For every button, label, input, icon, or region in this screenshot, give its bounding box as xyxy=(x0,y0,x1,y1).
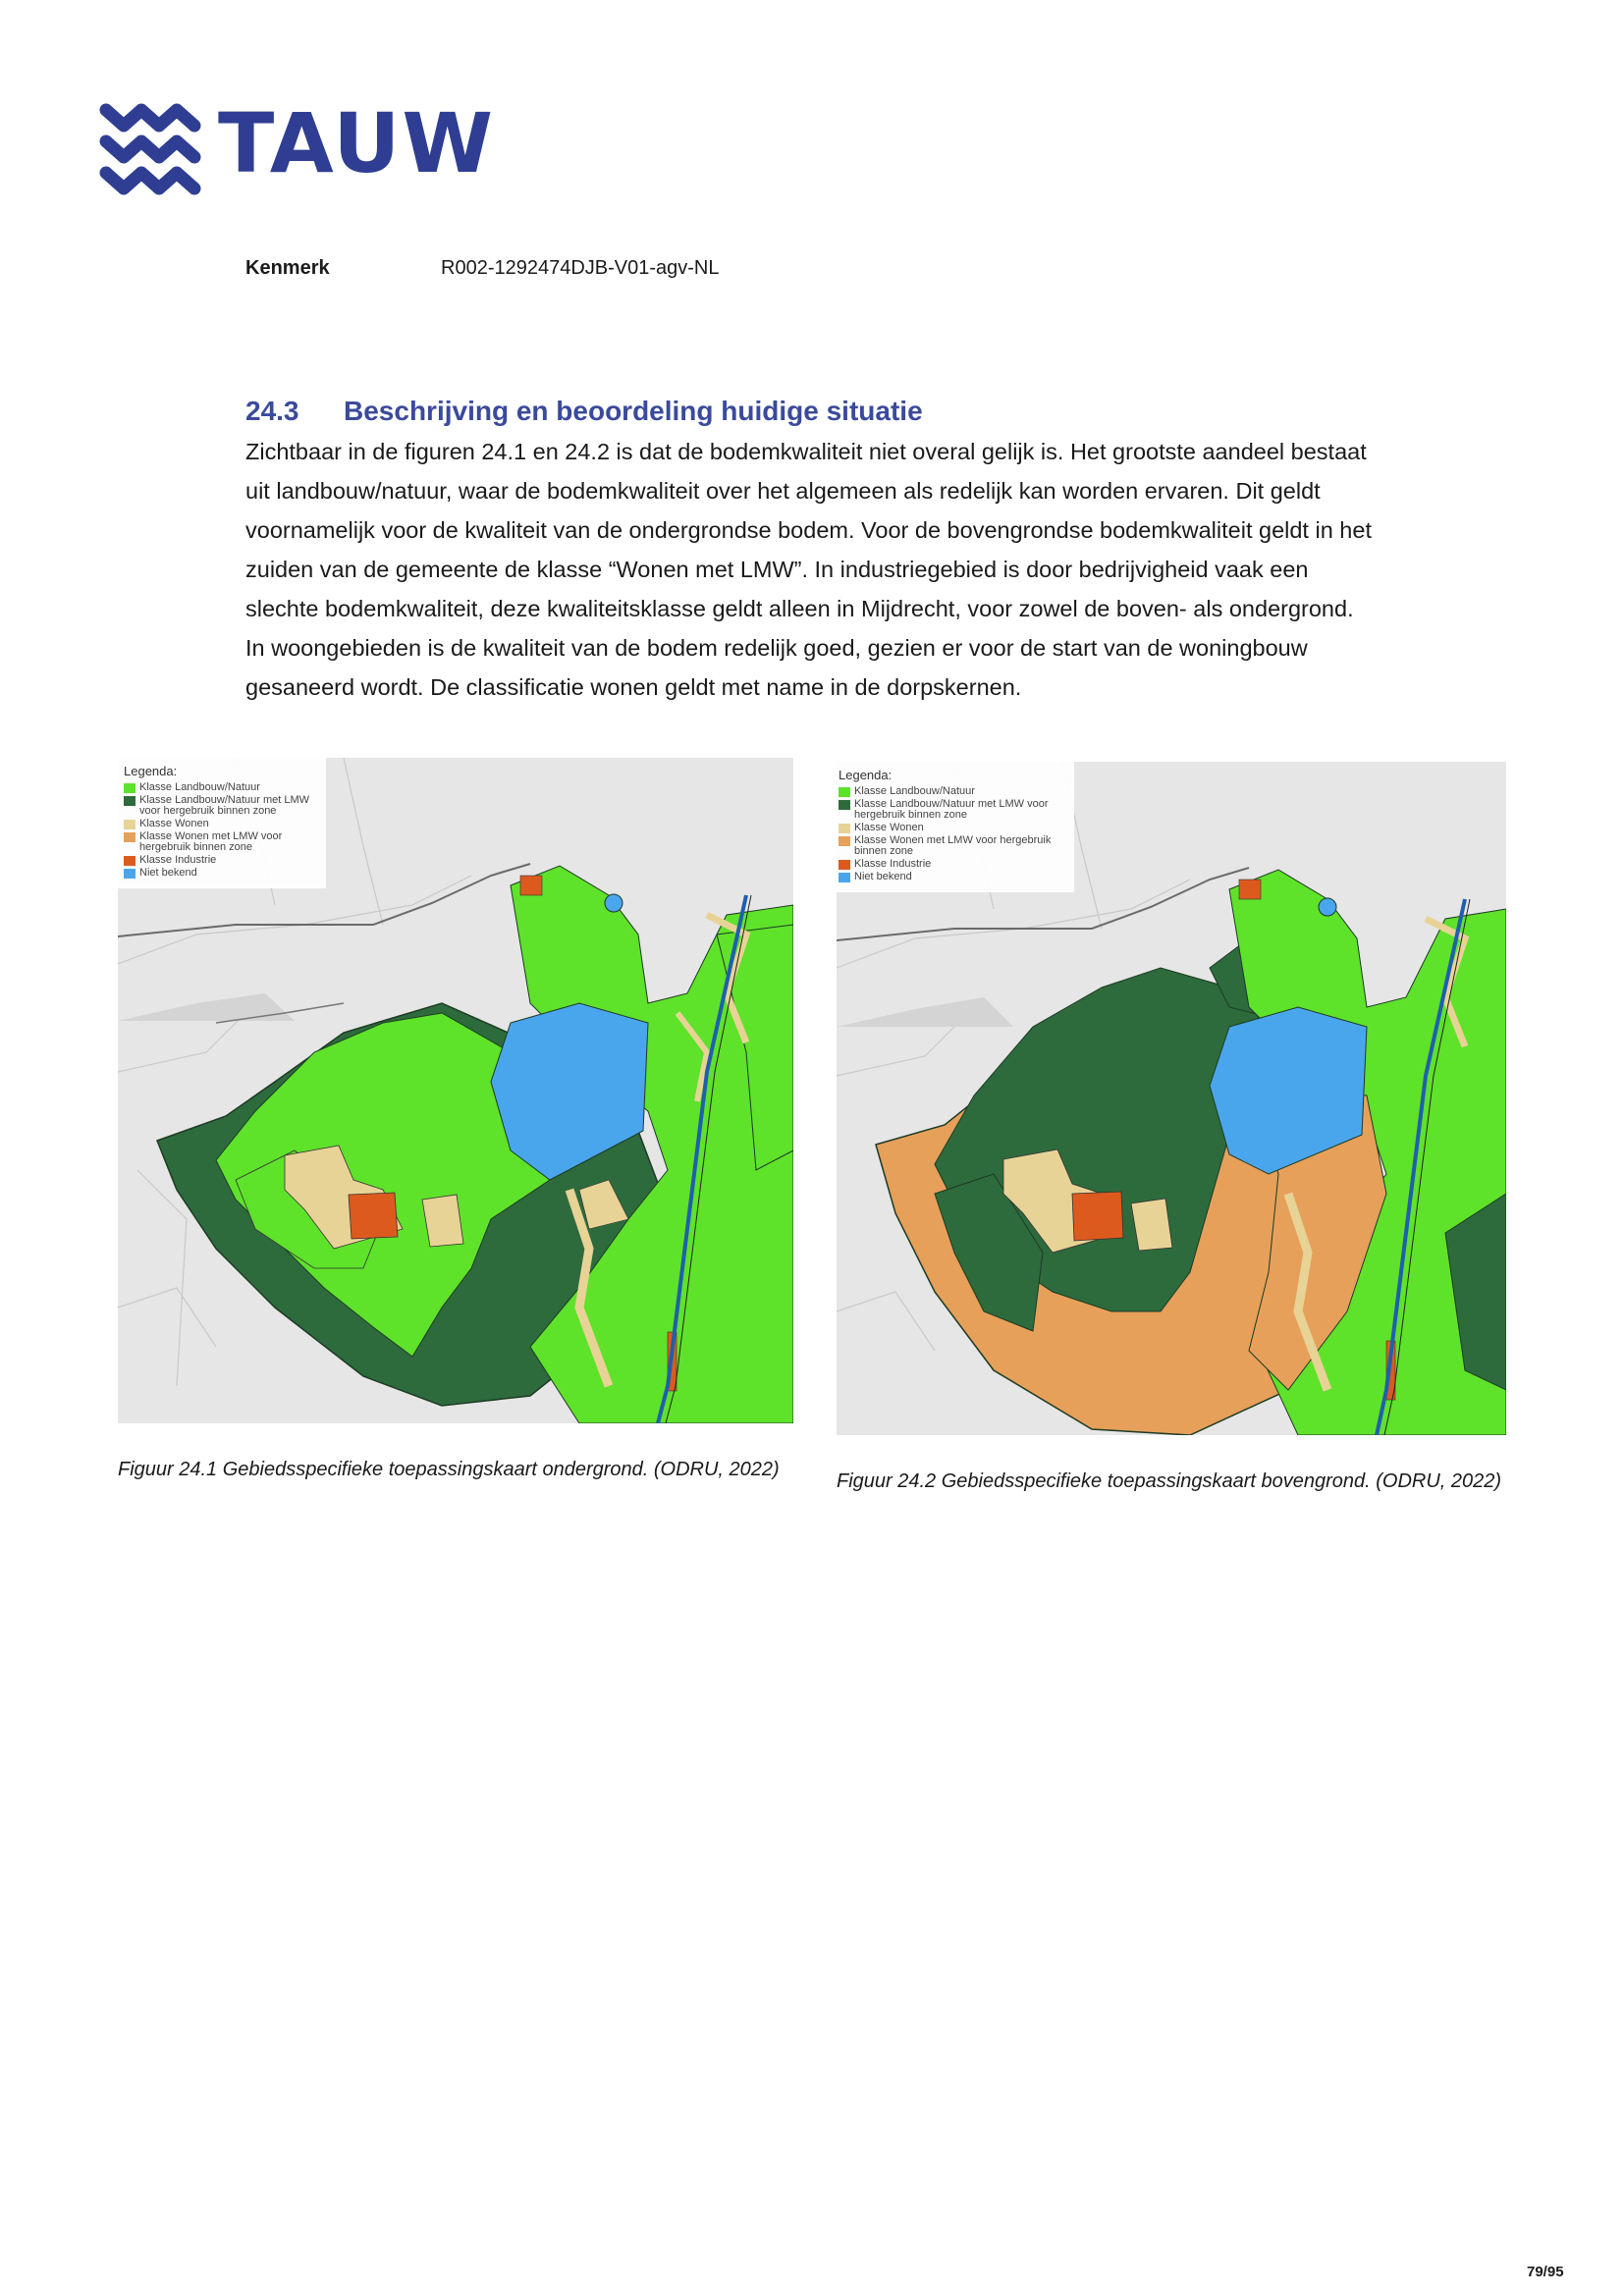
legend-title: Legenda: xyxy=(124,764,178,778)
section-number: 24.3 xyxy=(245,396,299,426)
legend-label: Niet bekend xyxy=(854,871,912,882)
legend-item xyxy=(839,823,1064,833)
legend-label: Klasse Industrie xyxy=(854,858,932,870)
map-bovengrond xyxy=(837,762,1506,1435)
map-ondergrond xyxy=(118,758,793,1423)
legend-item xyxy=(839,872,1064,882)
page-number: 79/95 xyxy=(1527,2264,1564,2280)
legend-label: Klasse Landbouw/Natuur xyxy=(139,781,260,793)
legend-item xyxy=(124,855,316,866)
map-legend xyxy=(118,758,326,888)
legend-swatch xyxy=(124,869,135,879)
legend-item xyxy=(839,859,1064,870)
legend-item xyxy=(124,831,316,853)
legend-label: Klasse Wonen xyxy=(854,822,924,833)
legend-label: Klasse Wonen met LMW voor hergebruik binnen zone xyxy=(854,834,1052,857)
legend-label: Klasse Landbouw/Natuur met LMW voor hergebruik binnen zone xyxy=(854,798,1049,821)
legend-swatch xyxy=(839,800,850,810)
legend-swatch xyxy=(839,873,850,882)
legend-swatch xyxy=(839,836,850,846)
figure-caption-24-2: Figuur 24.2 Gebiedsspecifieke toepassingskaart bovengrond. (ODRU, 2022) xyxy=(837,1470,1502,1492)
legend-swatch xyxy=(839,824,850,833)
figure-caption-24-1: Figuur 24.1 Gebiedsspecifieke toepassingskaart ondergrond. (ODRU, 2022) xyxy=(118,1459,780,1480)
legend-swatch xyxy=(124,783,135,793)
legend-item xyxy=(124,868,316,879)
legend-label: Klasse Wonen met LMW voor hergebruik binnen zone xyxy=(139,830,283,853)
kenmerk-label: Kenmerk xyxy=(245,257,330,279)
legend-label: Niet bekend xyxy=(139,867,197,879)
legend-label: Klasse Landbouw/Natuur xyxy=(854,785,975,797)
section-body: Zichtbaar in de figuren 24.1 en 24.2 is dat de bodemkwaliteit niet overal gelijk is. Het grootste aandeel bestaat uit landbouw/natuur, waar de bodemkwaliteit over het algemeen als redelijk kan worden ervaren. Dit geldt voornamelijk voor de kwaliteit van de ondergrondse bodem. Voor de bovengrondse bodemkwaliteit geldt in het zuiden van de gemeente de klasse “Wonen met LMW”. In industriegebied is door bedrijvigheid vaak een slechte bodemkwaliteit, deze kwaliteitsklasse geldt alleen in Mijdrecht, voor zowel de boven- als ondergrond. In woongebieden is de kwaliteit van de bodem redelijk goed, gezien er voor de start van de woningbouw gesaneerd wordt. De classificatie wonen geldt met name in de dorpskernen. xyxy=(245,439,1372,700)
tauw-logo-icon xyxy=(96,96,206,198)
legend-swatch xyxy=(839,787,850,797)
logo-wordmark: TAUW xyxy=(218,95,496,191)
tauw-logo xyxy=(96,95,496,198)
legend-swatch xyxy=(839,860,850,870)
legend-label: Klasse Industrie xyxy=(139,854,217,866)
legend-item xyxy=(839,786,1064,797)
section-heading xyxy=(245,393,1375,430)
section-24-3 xyxy=(245,393,1375,707)
legend-item xyxy=(124,782,316,793)
legend-label: Klasse Wonen xyxy=(139,818,209,829)
legend-swatch xyxy=(124,832,135,842)
legend-item xyxy=(124,795,316,817)
legend-label: Klasse Landbouw/Natuur met LMW voor hergebruik binnen zone xyxy=(139,794,310,817)
legend-title: Legenda: xyxy=(839,768,893,782)
legend-swatch xyxy=(124,820,135,829)
kenmerk-value: R002-1292474DJB-V01-agv-NL xyxy=(441,257,720,279)
legend-item xyxy=(124,819,316,829)
legend-swatch xyxy=(124,856,135,866)
legend-item xyxy=(839,835,1064,857)
legend-item xyxy=(839,799,1064,821)
map-legend xyxy=(837,762,1074,892)
section-title: Beschrijving en beoordeling huidige situatie xyxy=(344,396,923,426)
legend-swatch xyxy=(124,796,135,806)
